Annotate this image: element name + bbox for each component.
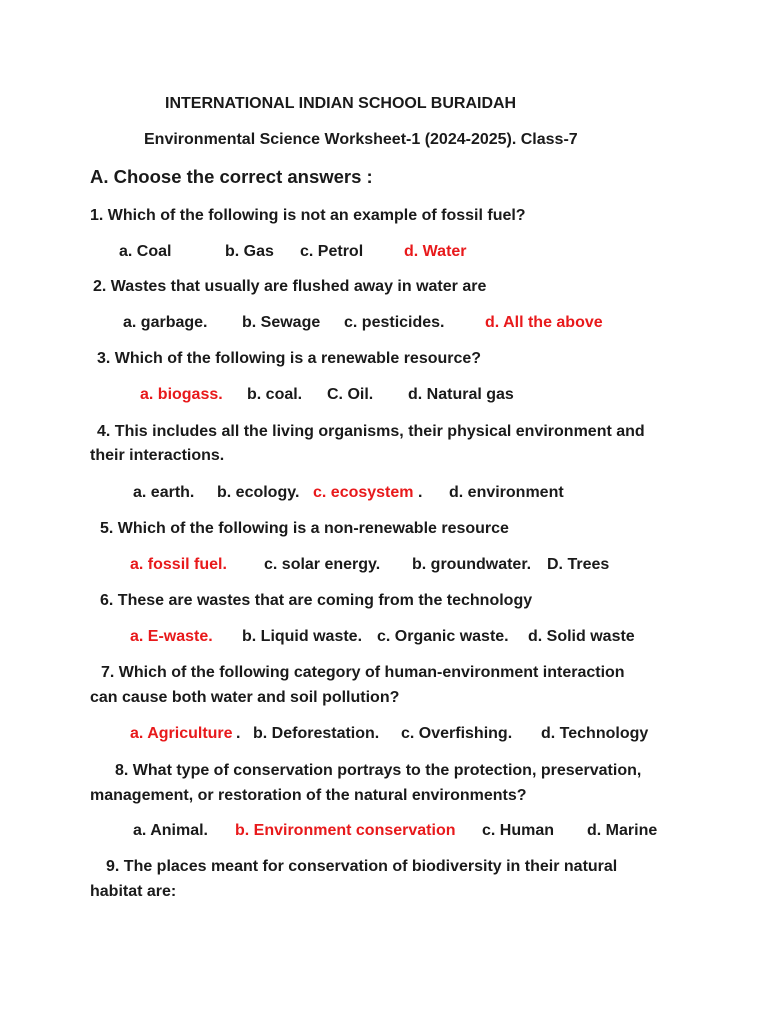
q3-option-b: b. coal.	[247, 386, 303, 403]
q4-option-a: a. earth.	[133, 484, 195, 501]
question-4-text-cont: their interactions.	[90, 447, 225, 464]
question-2-text: 2. Wastes that usually are flushed away in water are	[93, 278, 487, 295]
q7-option-b: b. Deforestation.	[253, 725, 380, 742]
q6-option-c: c. Organic waste.	[377, 628, 509, 645]
q1-option-d-correct: d. Water	[404, 243, 467, 260]
q7-option-a-correct: a. Agriculture	[130, 725, 233, 742]
q2-option-b: b. Sewage	[242, 314, 321, 331]
q2-option-d-correct: d. All the above	[485, 314, 603, 331]
q8-option-b-correct: b. Environment conservation	[235, 822, 456, 839]
q8-option-c: c. Human	[482, 822, 555, 839]
q1-option-c: c. Petrol	[300, 243, 364, 260]
section-title: A. Choose the correct answers :	[90, 166, 373, 187]
q3-option-d: d. Natural gas	[408, 386, 514, 403]
q4-option-c-correct: c. ecosystem	[313, 484, 414, 501]
q8-option-a: a. Animal.	[133, 822, 208, 839]
q6-option-b: b. Liquid waste.	[242, 628, 363, 645]
question-3-text: 3. Which of the following is a renewable resource?	[97, 350, 482, 367]
q7-option-c: c. Overfishing.	[401, 725, 513, 742]
q5-option-b: b. groundwater.	[412, 556, 532, 573]
question-6-text: 6. These are wastes that are coming from the technology	[100, 592, 533, 609]
q5-option-d: D. Trees	[547, 556, 610, 573]
question-9-text-cont: habitat are:	[90, 883, 177, 900]
question-8-text: 8. What type of conservation portrays to the protection, preservation,	[115, 762, 642, 779]
q1-option-a: a. Coal	[119, 243, 172, 260]
q7-option-d: d. Technology	[541, 725, 649, 742]
q6-option-d: d. Solid waste	[528, 628, 635, 645]
q6-option-a-correct: a. E-waste.	[130, 628, 213, 645]
question-7-text-cont: can cause both water and soil pollution?	[90, 689, 400, 706]
question-5-text: 5. Which of the following is a non-renewable resource	[100, 520, 509, 537]
question-1-text: 1. Which of the following is not an example of fossil fuel?	[90, 207, 526, 224]
q2-option-a: a. garbage.	[123, 314, 208, 331]
q4-option-d: d. environment	[449, 484, 564, 501]
school-name: INTERNATIONAL INDIAN SCHOOL BURAIDAH	[165, 95, 517, 112]
worksheet-subtitle: Environmental Science Worksheet-1 (2024-2025). Class-7	[144, 131, 578, 148]
q4-option-b: b. ecology.	[217, 484, 300, 501]
q4-option-c-period: .	[418, 484, 423, 501]
q3-option-c: C. Oil.	[327, 386, 374, 403]
q5-option-c: c. solar energy.	[264, 556, 381, 573]
question-9-text: 9. The places meant for conservation of biodiversity in their natural	[106, 858, 618, 875]
question-7-text: 7. Which of the following category of human-environment interaction	[101, 664, 625, 681]
q3-option-a-correct: a. biogass.	[140, 386, 223, 403]
q7-option-a-period: .	[236, 725, 241, 742]
question-4-text: 4. This includes all the living organisms, their physical environment and	[97, 423, 645, 440]
q2-option-c: c. pesticides.	[344, 314, 445, 331]
question-8-text-cont: management, or restoration of the natural environments?	[90, 787, 527, 804]
q8-option-d: d. Marine	[587, 822, 658, 839]
q1-option-b: b. Gas	[225, 243, 274, 260]
q5-option-a-correct: a. fossil fuel.	[130, 556, 227, 573]
